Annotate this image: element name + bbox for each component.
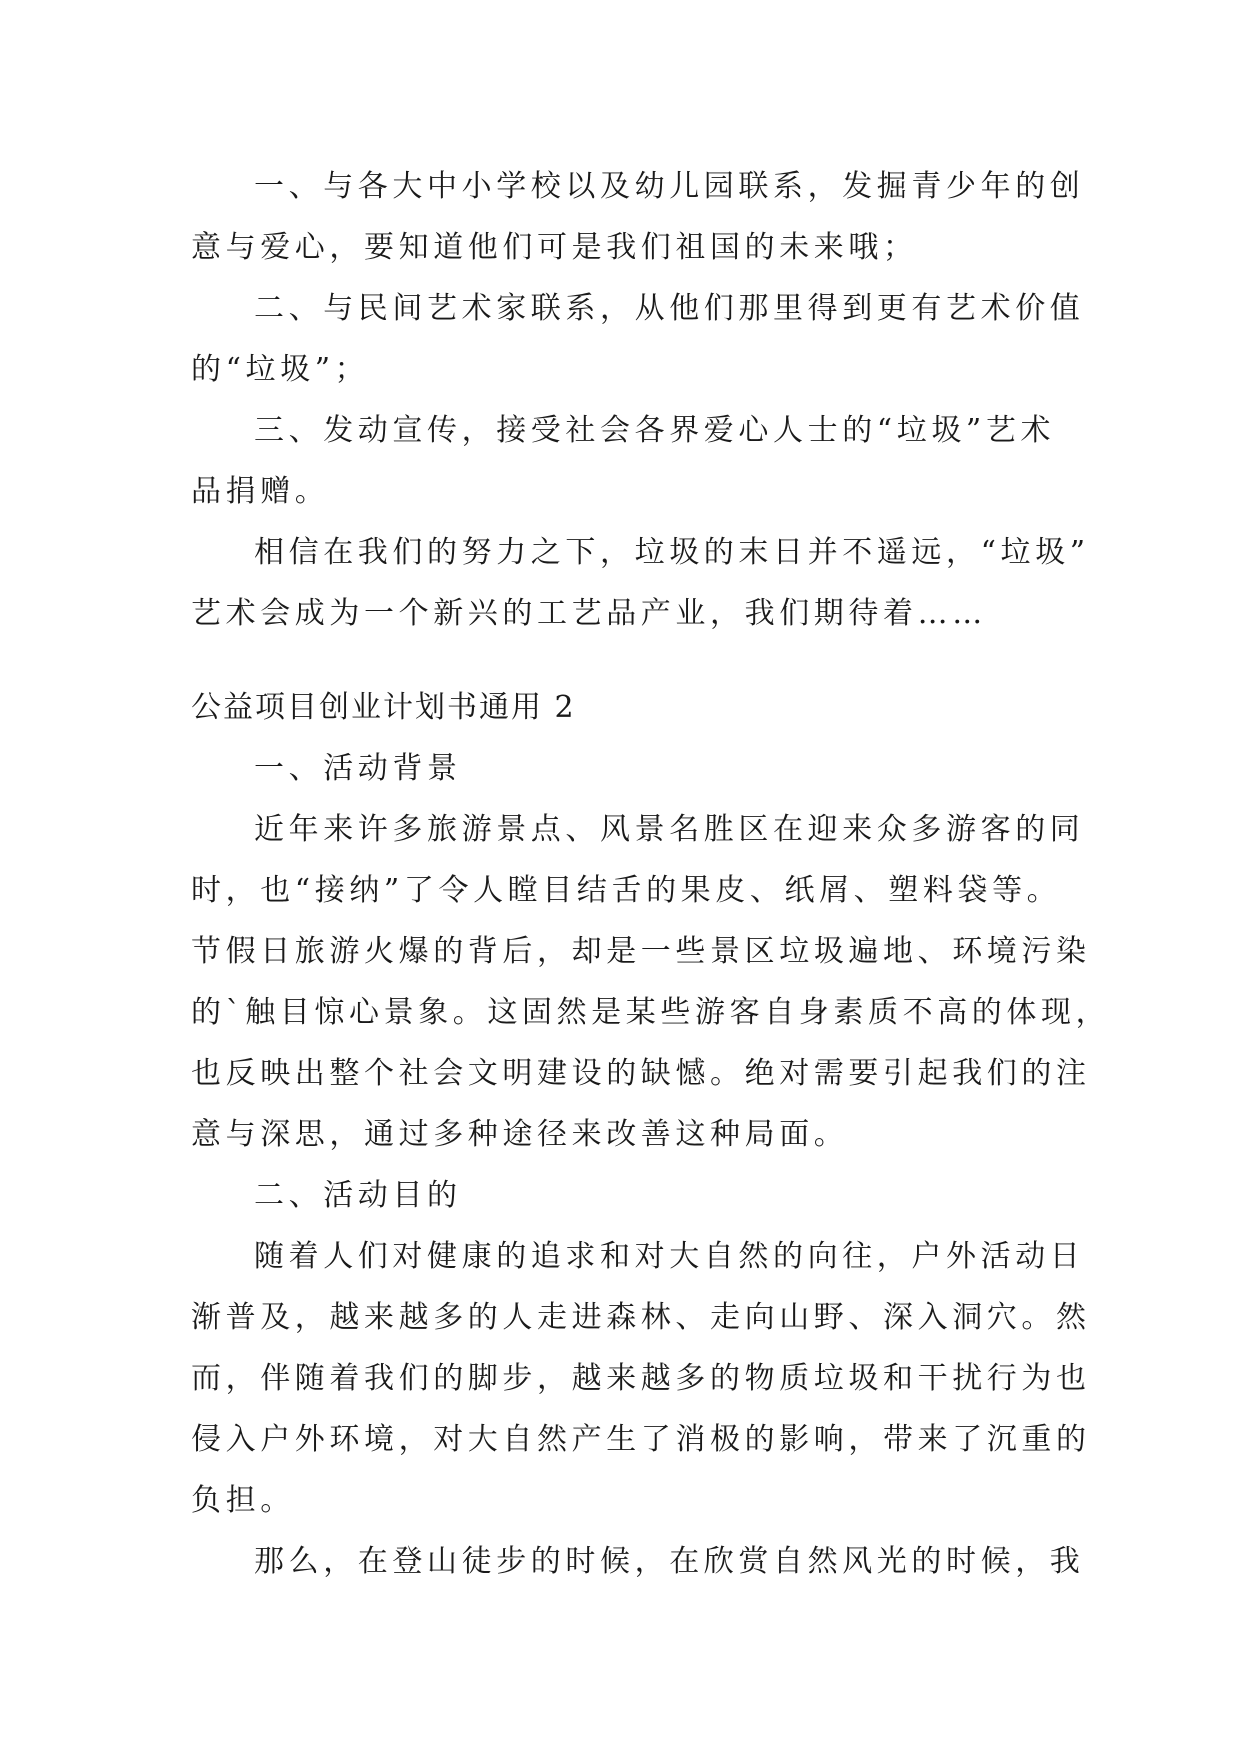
paragraph-line: 一、与各大中小学校以及幼儿园联系，发掘青少年的创 xyxy=(254,169,1085,204)
paragraph-line: 的`触目惊心景象。这固然是某些游客自身素质不高的体现， xyxy=(191,995,1111,1030)
paragraph-line: 品捐赠。 xyxy=(191,474,330,509)
paragraph-line: 二、与民间艺术家联系，从他们那里得到更有艺术价值 xyxy=(254,291,1085,326)
paragraph-line: 相信在我们的努力之下，垃圾的末日并不遥远，“垃圾” xyxy=(254,535,1090,570)
subheading: 二、活动目的 xyxy=(254,1178,462,1213)
paragraph-line: 也反映出整个社会文明建设的缺憾。绝对需要引起我们的注 xyxy=(191,1056,1091,1091)
paragraph-line: 侵入户外环境，对大自然产生了消极的影响，带来了沉重的 xyxy=(191,1422,1091,1457)
paragraph-line: 的“垃圾”； xyxy=(191,352,370,387)
paragraph-line: 意与爱心，要知道他们可是我们祖国的未来哦； xyxy=(191,230,918,265)
paragraph-line: 随着人们对健康的追求和对大自然的向往，户外活动日 xyxy=(254,1239,1085,1274)
paragraph-line: 渐普及，越来越多的人走进森林、走向山野、深入洞穴。然 xyxy=(191,1300,1091,1335)
paragraph-line: 节假日旅游火爆的背后，却是一些景区垃圾遍地、环境污染 xyxy=(191,934,1091,969)
paragraph-line: 负担。 xyxy=(191,1483,295,1518)
subheading: 一、活动背景 xyxy=(254,751,462,786)
paragraph-line: 艺术会成为一个新兴的工艺品产业，我们期待着…… xyxy=(191,596,987,631)
section-title: 公益项目创业计划书通用 2 xyxy=(191,690,576,725)
paragraph-line: 意与深思，通过多种途径来改善这种局面。 xyxy=(191,1117,849,1152)
paragraph-line: 那么，在登山徒步的时候，在欣赏自然风光的时候，我 xyxy=(254,1544,1085,1579)
paragraph-line: 时，也“接纳”了令人瞠目结舌的果皮、纸屑、塑料袋等。 xyxy=(191,873,1062,908)
paragraph-line: 而，伴随着我们的脚步，越来越多的物质垃圾和干扰行为也 xyxy=(191,1361,1091,1396)
paragraph-line: 三、发动宣传，接受社会各界爱心人士的“垃圾”艺术 xyxy=(254,413,1056,448)
paragraph-line: 近年来许多旅游景点、风景名胜区在迎来众多游客的同 xyxy=(254,812,1085,847)
